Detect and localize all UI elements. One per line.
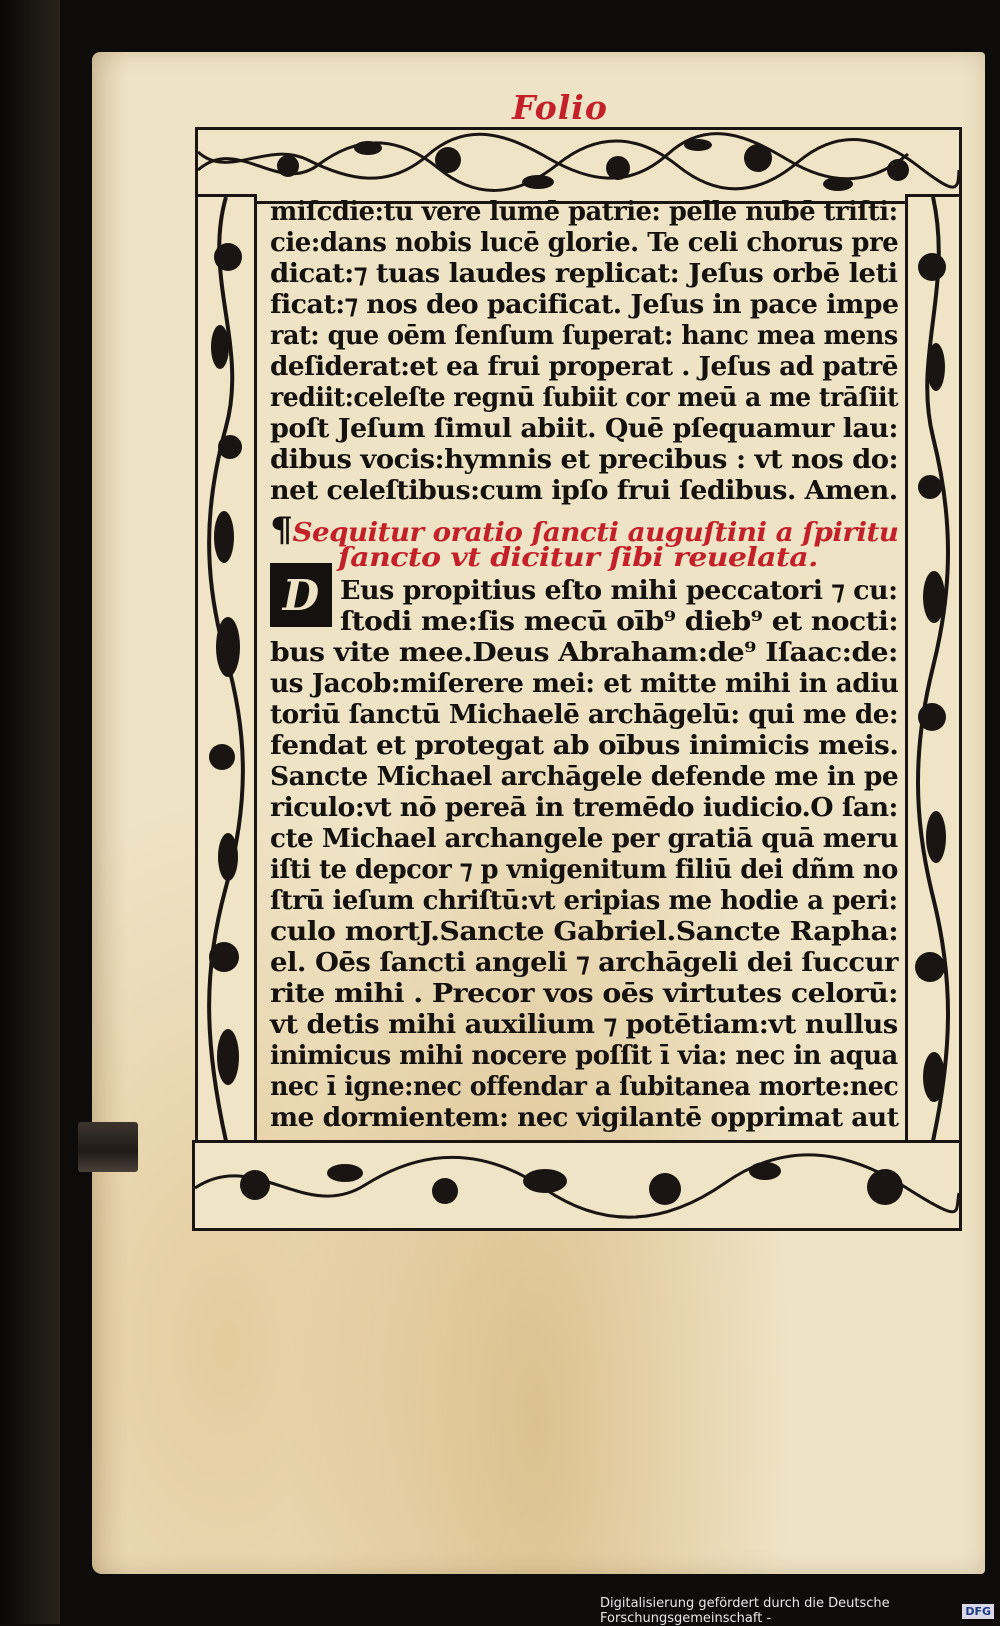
prayer-line: fendat et protegat ab oībus inimicis meis. <box>270 731 899 761</box>
pilcrow-mark: ¶ <box>270 510 293 550</box>
text-block <box>270 197 898 1142</box>
text-line: miſcdie:tu vere lumē patrie: pelle nubē triſti: <box>270 197 898 227</box>
prayer-line: ſtrū ieſum chriſtū:vt eripias me hodie a peri: <box>270 886 898 916</box>
rubric-text: Sequitur oratio ſancti auguſtini a ſpiritu <box>292 518 899 548</box>
prayer-line: bus vite mee.Deus Abraham:de⁹ Iſaac:de: <box>270 638 898 668</box>
prayer-line: inimicus mihi nocere poſſit ī via: nec in aqua <box>270 1041 898 1071</box>
folio-heading: Folio <box>512 88 608 127</box>
prayer-line: me dormientem: nec vigilantē opprimat aut <box>270 1103 899 1133</box>
digitization-credit <box>600 1598 1000 1624</box>
rubric-line <box>270 510 899 550</box>
top-floral-border <box>195 127 962 204</box>
bottom-floral-border <box>192 1140 962 1231</box>
credit-text: Digitalisierung gefördert durch die Deutsche Forschungsgemeinschaft - <box>600 1596 890 1626</box>
text-line: net celeſtibus:cum ipſo frui ſedibus. Amen. <box>270 476 898 506</box>
text-line: deſiderat:et ea frui properat . Jeſus ad patrē <box>270 352 899 382</box>
prayer-line: cte Michael archangele per gratiā quā meru <box>270 824 898 854</box>
rubric-line: ſancto vt dicitur ſibi reuelata. <box>338 543 818 573</box>
right-floral-border <box>905 194 962 1144</box>
prayer-line: iſti te depcor ⁊ p vnigenitum filiū dei dñm no <box>270 855 898 885</box>
text-line: cie:dans nobis lucē glorie. Te celi chorus pre <box>270 228 899 258</box>
text-line: rediit:celeſte regnū ſubiit cor meū a me trāſiit <box>270 383 899 413</box>
prayer-line: ſtodi me:ſis mecū oīb⁹ dieb⁹ et nocti: <box>340 607 899 637</box>
text-line: ficat:⁊ nos deo pacificat. Jeſus in pace impe <box>270 290 899 320</box>
prayer-line: culo mortJ.Sancte Gabriel.Sancte Rapha: <box>270 917 899 947</box>
text-line: poſt Jeſum ſimul abiit. Quē pſequamur lau: <box>270 414 898 444</box>
binding-clasp <box>78 1122 138 1172</box>
prayer-line: vt detis mihi auxilium ⁊ potētiam:vt nullus <box>270 1010 898 1040</box>
text-line: dibus vocis:hymnis et precibus : vt nos do: <box>270 445 899 475</box>
prayer-line: Eus propitius eſto mihi peccatori ⁊ cu: <box>340 576 898 606</box>
decorated-initial: D <box>270 563 332 627</box>
dfg-logo: DFG <box>962 1604 994 1619</box>
prayer-line: Sancte Michael archāgele defende me in pe <box>270 762 899 792</box>
text-line: dicat:⁊ tuas laudes replicat: Jeſus orbē leti <box>270 259 898 289</box>
prayer-line: el. Oēs ſancti angeli ⁊ archāgeli dei ſuccur <box>270 948 899 978</box>
prayer-line: us Jacob:miſerere mei: et mitte mihi in adiu <box>270 669 899 699</box>
text-line: rat: que oēm ſenſum ſuperat: hanc mea mens <box>270 321 898 351</box>
prayer-line: nec ī igne:nec offendar a ſubitanea morte:nec <box>270 1072 899 1102</box>
prayer-line: rite mihi . Precor vos oēs virtutes celorū: <box>270 979 899 1009</box>
left-floral-border <box>195 194 257 1144</box>
book-spine <box>0 0 60 1624</box>
prayer-line: toriū ſanctū Michaelē archāgelū: qui me de: <box>270 700 899 730</box>
prayer-line: riculo:vt nō pereā in tremēdo iudicio.O ſan: <box>270 793 898 823</box>
